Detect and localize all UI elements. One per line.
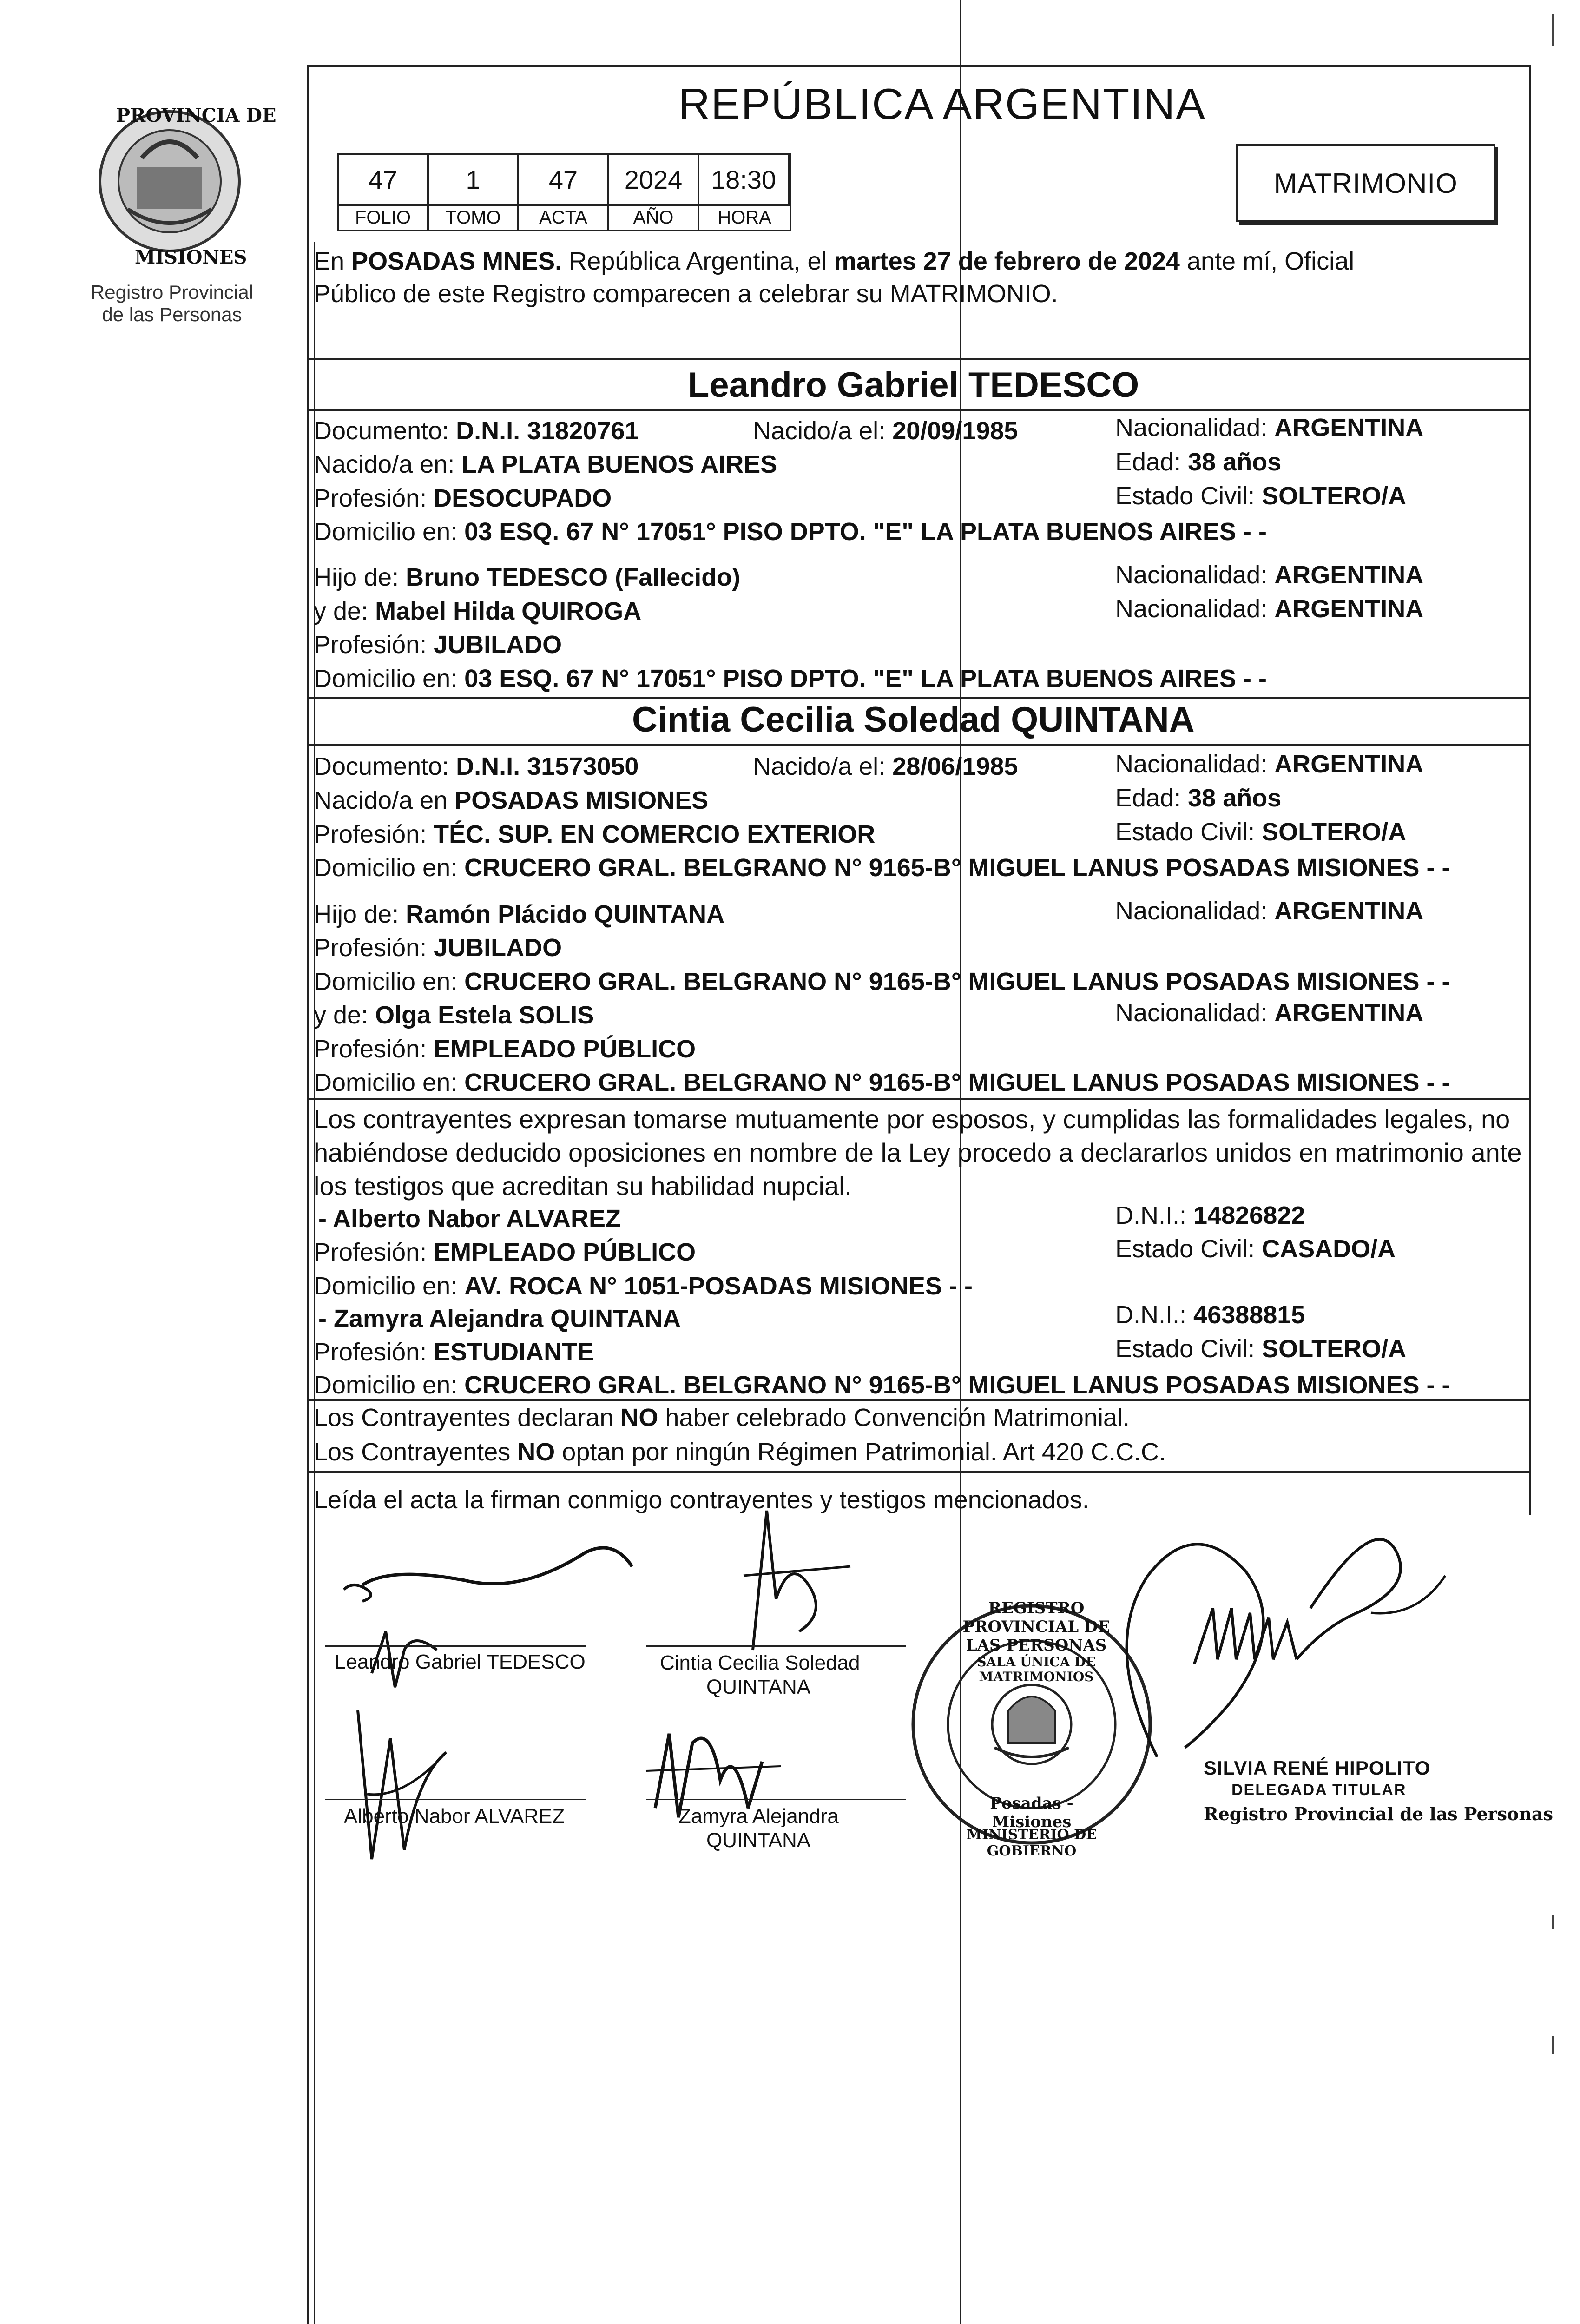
signature-label-alberto: Alberto Nabor ALVAREZ [344,1805,565,1828]
spouse2-mother-nationality: Nacionalidad: ARGENTINA [1115,999,1424,1027]
divider [307,409,1531,411]
witness2-profession: Profesión: ESTUDIANTE [314,1338,594,1366]
divider [307,744,1531,746]
acta-value: 47 [519,155,609,204]
anio-value: 2024 [609,155,699,204]
signature-label-cintia-2: QUINTANA [706,1676,811,1698]
signature-alberto [339,1683,488,1878]
acta-label: ACTA [519,204,609,230]
logo-caption-line2: de las Personas [102,304,242,325]
witness2-dni: D.N.I.: 46388815 [1115,1301,1305,1329]
top-form-border [307,65,1531,67]
signature-label-leandro: Leandro Gabriel TEDESCO [335,1651,586,1673]
spouse1-birthdate: Nacido/a el: 20/09/1985 [753,417,1018,445]
spouse1-birthplace: Nacido/a en: LA PLATA BUENOS AIRES [314,450,777,478]
witness2-address: Domicilio en: CRUCERO GRAL. BELGRANO N° 9165-B° MIGUEL LANUS POSADAS MISIONES - - [314,1371,1450,1399]
spouse2-document: Documento: D.N.I. 31573050 [314,753,639,780]
official-signature [1092,1506,1455,1766]
witness1-profession: Profesión: EMPLEADO PÚBLICO [314,1238,696,1266]
right-form-border [1529,65,1531,1515]
intro-en: En [314,247,345,275]
official-organization: Registro Provincial de las Personas [1204,1803,1554,1824]
scan-mark [1552,2036,1554,2054]
stamp-ministry-text: MINISTERIO DE GOBIERNO [967,1827,1097,1859]
spouse2-father-profession: Profesión: JUBILADO [314,934,562,962]
declaration-line2: habiéndose deducido oposiciones en nombre de la Ley procedo a declararlos unidos en matrimonio ante [314,1138,1522,1167]
spouse2-father: Hijo de: Ramón Plácido QUINTANA [314,900,725,928]
witness2-name: - Zamyra Alejandra QUINTANA [318,1305,681,1333]
spouse2-father-address: Domicilio en: CRUCERO GRAL. BELGRANO N° 9165-B° MIGUEL LANUS POSADAS MISIONES - - [314,968,1450,996]
official-name: SILVIA RENÉ HIPOLITO [1204,1757,1431,1779]
stamp-outer-text: REGISTRO PROVINCIAL DE LAS PERSONAS [962,1599,1110,1655]
spouse1-mother: y de: Mabel Hilda QUIROGA [314,597,642,625]
intro-line1 [314,246,1354,276]
stamp-bottom-text: Posadas - Misiones [990,1794,1073,1831]
spouse2-name: Cintia Cecilia Soledad QUINTANA [632,700,1195,739]
convention-line2: Los Contrayentes NO optan por ningún Régimen Patrimonial. Art 420 C.C.C. [314,1438,1166,1466]
signature-cintia [697,1492,883,1669]
record-type-box: MATRIMONIO [1236,144,1495,222]
spouse1-nationality: Nacionalidad: ARGENTINA [1115,414,1424,442]
spouse2-father-nationality: Nacionalidad: ARGENTINA [1115,897,1424,925]
declaration-line3: los testigos que acreditan su habilidad nupcial. [314,1171,852,1201]
convention-line1: Los Contrayentes declaran NO haber celebrado Convención Matrimonial. [314,1404,1130,1432]
divider [307,1098,1531,1100]
spouse1-document: Documento: D.N.I. 31820761 [314,417,639,445]
spouse1-name: Leandro Gabriel TEDESCO [688,365,1139,405]
folio-value: 47 [339,155,429,204]
anio-label: AÑO [609,204,699,230]
spouse2-mother: y de: Olga Estela SOLIS [314,1001,594,1029]
spouse1-profession: Profesión: DESOCUPADO [314,484,612,512]
divider [307,1471,1531,1473]
signature-line [325,1799,586,1800]
intro-text1: República Argentina, el [569,247,827,275]
witness1-address: Domicilio en: AV. ROCA N° 1051-POSADAS MISIONES - - [314,1272,973,1300]
left-margin-line [307,65,309,2324]
witness2-civil-status: Estado Civil: SOLTERO/A [1115,1335,1407,1363]
intro-date: martes 27 de febrero de 2024 [834,247,1180,275]
spouse2-age: Edad: 38 años [1115,784,1282,812]
spouse2-civil-status: Estado Civil: SOLTERO/A [1115,818,1407,846]
signature-label-zamyra-2: QUINTANA [706,1829,811,1852]
witness1-dni: D.N.I.: 14826822 [1115,1202,1305,1229]
divider [307,1399,1531,1401]
signature-line [646,1645,906,1647]
logo-arc-text: PROVINCIA DE [116,105,276,126]
logo-caption-line1: Registro Provincial [90,281,254,303]
spouse1-address: Domicilio en: 03 ESQ. 67 N° 17051° PISO DPTO. "E" LA PLATA BUENOS AIRES - - [314,518,1267,546]
spouse2-mother-profession: Profesión: EMPLEADO PÚBLICO [314,1035,696,1063]
spouse2-birthdate: Nacido/a el: 28/06/1985 [753,753,1018,780]
declaration-line1: Los contrayentes expresan tomarse mutuamente por esposos, y cumplidas las formalidades legales, no [314,1104,1510,1134]
signature-line [325,1645,586,1647]
spouse2-birthplace: Nacido/a en POSADAS MISIONES [314,786,709,814]
folio-label: FOLIO [339,204,429,230]
spouse1-father-nationality: Nacionalidad: ARGENTINA [1115,561,1424,589]
signature-label-zamyra-1: Zamyra Alejandra [678,1805,839,1828]
divider [307,358,1531,360]
intro-text2: ante mí, Oficial [1186,247,1355,275]
logo-bottom-text: MISIONES [135,246,247,268]
spouse1-parents-profession: Profesión: JUBILADO [314,631,562,659]
spouse2-mother-address: Domicilio en: CRUCERO GRAL. BELGRANO N° 9165-B° MIGUEL LANUS POSADAS MISIONES - - [314,1069,1450,1096]
scan-mark [1552,14,1554,46]
spouse1-mother-nationality: Nacionalidad: ARGENTINA [1115,595,1424,623]
spouse1-civil-status: Estado Civil: SOLTERO/A [1115,482,1407,510]
witness1-civil-status: Estado Civil: CASADO/A [1115,1235,1396,1263]
signature-label-cintia-1: Cintia Cecilia Soledad [660,1651,860,1674]
divider [307,697,1531,699]
signature-leandro [325,1511,651,1706]
intro-place: POSADAS MNES. [351,247,562,275]
signature-line [646,1799,906,1800]
official-role: DELEGADA TITULAR [1231,1781,1407,1799]
hora-value: 18:30 [699,155,790,204]
spouse1-parents-address: Domicilio en: 03 ESQ. 67 N° 17051° PISO DPTO. "E" LA PLATA BUENOS AIRES - - [314,665,1267,693]
intro-line2: Público de este Registro comparecen a celebrar su MATRIMONIO. [314,280,1058,308]
stamp-inner-text: SALA ÚNICA DE MATRIMONIOS [977,1654,1096,1684]
page-title: REPÚBLICA ARGENTINA [678,79,1206,128]
hora-label: HORA [699,204,790,230]
spouse1-age: Edad: 38 años [1115,448,1282,476]
spouse2-profession: Profesión: TÉC. SUP. EN COMERCIO EXTERIOR [314,820,876,848]
closing-statement: Leída el acta la firman conmigo contrayentes y testigos mencionados. [314,1486,1089,1514]
tomo-value: 1 [429,155,519,204]
spouse2-nationality: Nacionalidad: ARGENTINA [1115,750,1424,778]
witness1-name: - Alberto Nabor ALVAREZ [318,1205,621,1233]
spouse1-father: Hijo de: Bruno TEDESCO (Fallecido) [314,563,741,591]
scan-mark [1552,1915,1554,1929]
tomo-label: TOMO [429,204,519,230]
spouse2-address: Domicilio en: CRUCERO GRAL. BELGRANO N° 9165-B° MIGUEL LANUS POSADAS MISIONES - - [314,854,1450,882]
registry-number-box [337,153,791,231]
